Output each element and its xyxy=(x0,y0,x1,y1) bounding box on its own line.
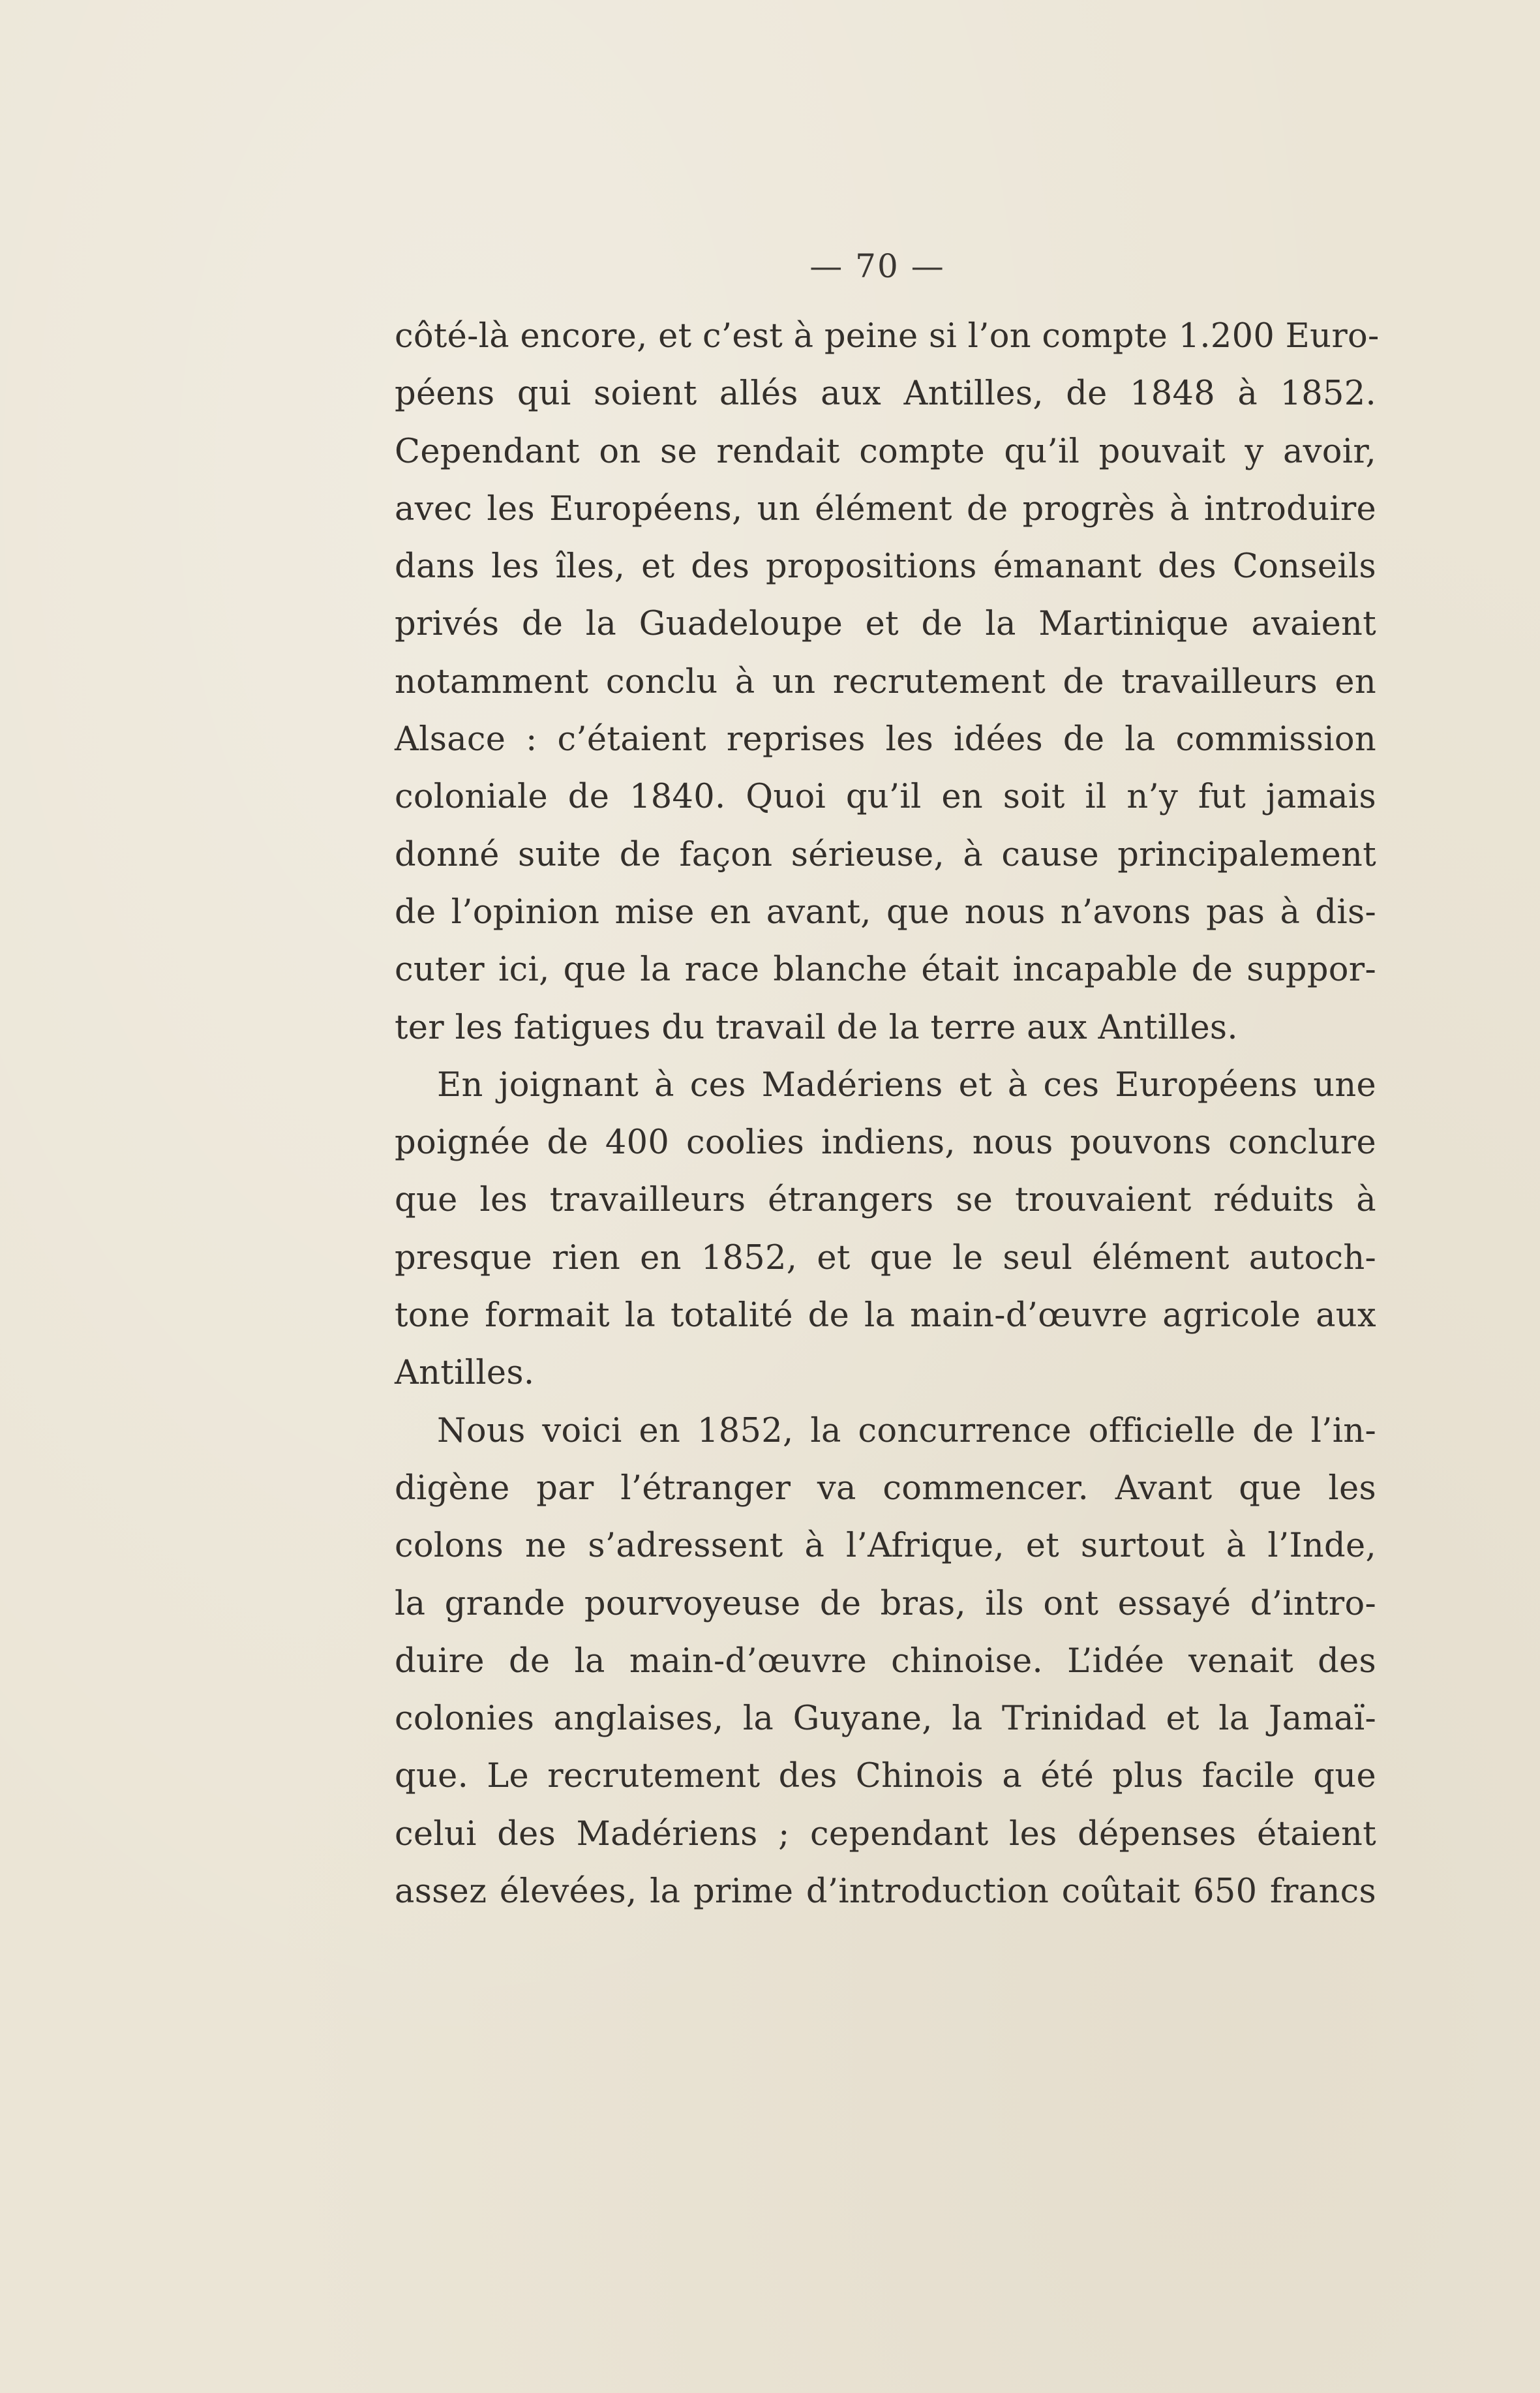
text-line: de l’opinion mise en avant, que nous n’avons pas à dis- xyxy=(395,892,1376,932)
paragraph-start-line: En joignant à ces Madériens et à ces Européens une xyxy=(437,1065,1376,1105)
text-line: avec les Européens, un élément de progrès à introduire xyxy=(395,489,1376,528)
text-line: privés de la Guadeloupe et de la Martinique avaient xyxy=(395,605,1376,644)
text-line: colonies anglaises, la Guyane, la Trinidad et la Jamaï- xyxy=(395,1699,1376,1739)
text-line: que. Le recrutement des Chinois a été plus facile que xyxy=(395,1757,1376,1796)
text-line: poignée de 400 coolies indiens, nous pouvons conclure xyxy=(395,1123,1376,1163)
text-line: notamment conclu à un recrutement de travailleurs en xyxy=(395,662,1376,701)
page-number: — 70 — xyxy=(809,247,945,285)
text-line: duire de la main-d’œuvre chinoise. L’idée venait des xyxy=(395,1641,1376,1681)
text-line: coloniale de 1840. Quoi qu’il en soit il n’y fut jamais xyxy=(395,778,1376,817)
text-line: digène par l’étranger va commencer. Avant que les xyxy=(395,1469,1376,1508)
text-line: que les travailleurs étrangers se trouvaient réduits à xyxy=(395,1181,1376,1220)
paragraph-end-line: Antilles. xyxy=(395,1354,535,1393)
text-line: dans les îles, et des propositions émanant des Conseils xyxy=(395,547,1376,587)
text-line: la grande pourvoyeuse de bras, ils ont essayé d’intro- xyxy=(395,1584,1376,1623)
text-line: Cependant on se rendait compte qu’il pouvait y avoir, xyxy=(395,432,1376,471)
text-line: cuter ici, que la race blanche était incapable de suppor- xyxy=(395,951,1376,990)
text-line: Alsace : c’étaient reprises les idées de la commission xyxy=(395,720,1376,759)
text-line: presque rien en 1852, et que le seul élément autoch- xyxy=(395,1238,1376,1277)
text-line: tone formait la totalité de la main-d’œuvre agricole aux xyxy=(395,1296,1376,1335)
paragraph-start-line: Nous voici en 1852, la concurrence officielle de l’in- xyxy=(437,1411,1376,1450)
text-line: celui des Madériens ; cependant les dépenses étaient xyxy=(395,1814,1376,1853)
text-line: côté-là encore, et c’est à peine si l’on compte 1.200 Euro- xyxy=(395,317,1380,356)
text-line: péens qui soient allés aux Antilles, de 1848 à 1852. xyxy=(395,374,1376,414)
body-text xyxy=(395,308,1380,1921)
text-line: donné suite de façon sérieuse, à cause principalement xyxy=(395,835,1376,874)
paragraph-end-line: ter les fatigues du travail de la terre aux Antilles. xyxy=(395,1008,1238,1047)
text-line: assez élevées, la prime d’introduction coûtait 650 francs xyxy=(395,1872,1376,1912)
text-line: colons ne s’adressent à l’Afrique, et surtout à l’Inde, xyxy=(395,1527,1376,1566)
